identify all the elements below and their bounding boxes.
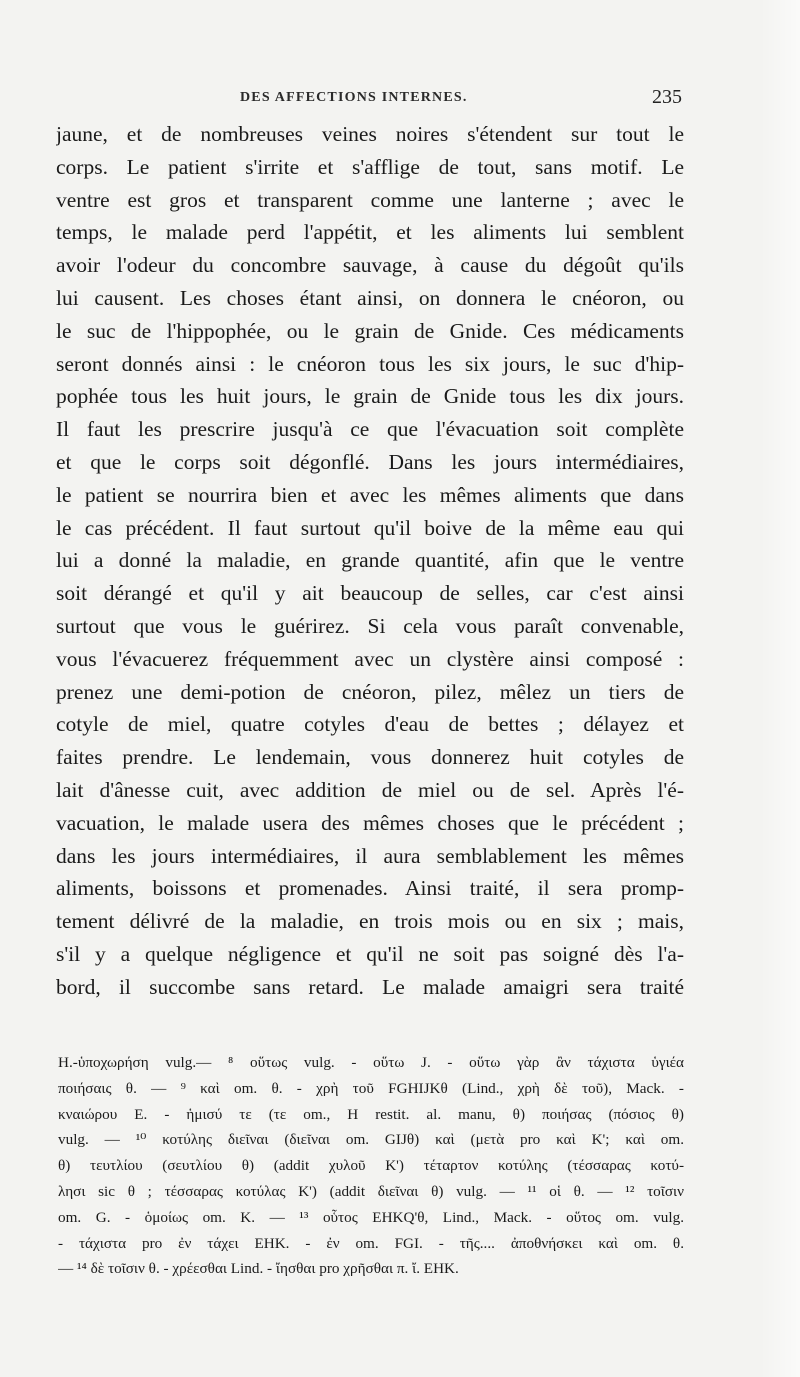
body-line: pophée tous les huit jours, le grain de Gnide tous les dix jours. [56,384,684,409]
body-line: dans les jours intermédiaires, il aura semblablement les mêmes [56,843,684,868]
body-line: ventre est gros et transparent comme une lanterne ; avec le [56,187,684,212]
body-line: bord, il succombe sans retard. Le malade amaigri sera traité [56,974,684,999]
footnotes [58,1050,684,1282]
body-line: le cas précédent. Il faut surtout qu'il boive de la même eau qui [56,515,684,540]
body-line: avoir l'odeur du concombre sauvage, à cause du dégoût qu'ils [56,253,684,278]
body-line: le patient se nourrira bien et avec les mêmes aliments que dans [56,482,684,507]
body-line: vous l'évacuerez fréquemment avec un clystère ainsi composé : [56,646,684,671]
footnote-line: vulg. — ¹⁰ κοτύλης διεῖναι (διεῖναι om. GIJθ) καὶ (μετὰ pro καὶ K'; καὶ om. [58,1131,684,1149]
body-line: corps. Le patient s'irrite et s'afflige de tout, sans motif. Le [56,154,684,179]
body-line: vacuation, le malade usera des mêmes choses que le précédent ; [56,810,684,835]
body-line: soit dérangé et qu'il y ait beaucoup de selles, car c'est ainsi [56,581,684,606]
body-line: lait d'ânesse cuit, avec addition de miel ou de sel. Après l'é- [56,777,684,802]
body-line: jaune, et de nombreuses veines noires s'étendent sur tout le [56,122,684,146]
page-edge-shading [760,0,800,1377]
body-line: et que le corps soit dégonflé. Dans les jours intermédiaires, [56,449,684,474]
footnote-line: λησι sic θ ; τέσσαρας κοτύλας K') (addit διεῖναι θ) vulg. — ¹¹ οἱ θ. — ¹² τοῖσιν [58,1182,684,1200]
body-line: tement délivré de la maladie, en trois mois ou en six ; mais, [56,909,684,934]
body-line: le suc de l'hippophée, ou le grain de Gnide. Ces médicaments [56,318,684,343]
footnote-line: H.-ὑποχωρήση vulg.— ⁸ οὕτως vulg. - οὕτω J. - οὕτω γὰρ ἂν τάχιστα ὑγιέα [58,1054,684,1071]
footnote-line: - τάχιστα pro ἐν τάχει EHK. - ἐν om. FGI. - τῆς.... ἀποθνήσκει καὶ om. θ. [58,1234,684,1252]
footnote-line: κναιώρου E. - ἡμισύ τε (τε om., H restit. al. manu, θ) ποιήσας (πόσιος θ) [58,1105,684,1123]
body-text [56,118,684,1004]
body-line: temps, le malade perd l'appétit, et les aliments lui semblent [56,220,684,245]
footnote-line: — ¹⁴ δὲ τοῖσιν θ. - χρέεσθαι Lind. - ἴησθαι pro χρῆσθαι π. ἴ. EHK. [58,1260,459,1278]
body-line: faites prendre. Le lendemain, vous donnerez huit cotyles de [56,745,684,770]
body-line: surtout que vous le guérirez. Si cela vous paraît convenable, [56,613,684,638]
body-line: cotyle de miel, quatre cotyles d'eau de bettes ; délayez et [56,712,684,737]
body-line: lui a donné la maladie, en grande quantité, afin que le ventre [56,548,684,573]
body-line: Il faut les prescrire jusqu'à ce que l'évacuation soit complète [56,417,684,442]
body-line: lui causent. Les choses étant ainsi, on donnera le cnéoron, ou [56,285,684,310]
body-line: prenez une demi-potion de cnéoron, pilez, mêlez un tiers de [56,679,684,704]
body-line: s'il y a quelque négligence et qu'il ne soit pas soigné dès l'a- [56,941,684,966]
footnote-line: ποιήσαις θ. — ⁹ καὶ om. θ. - χρὴ τοῦ FGHIJKθ (Lind., χρὴ δὲ τοῦ), Mack. - [58,1079,684,1097]
page-number: 235 [652,86,682,108]
body-line: seront donnés ainsi : le cnéoron tous les six jours, le suc d'hip- [56,351,684,376]
body-line: aliments, boissons et promenades. Ainsi traité, il sera promp- [56,876,684,901]
footnote-line: om. G. - ὁμοίως om. K. — ¹³ οὗτος EHKQ'θ, Lind., Mack. - οὕτος om. vulg. [58,1208,684,1226]
footnote-line: θ) τευτλίου (σευτλίου θ) (addit χυλοῦ K') τέταρτον κοτύλης (τέσσαρας κοτύ- [58,1157,684,1175]
running-head: DES AFFECTIONS INTERNES. [240,90,468,105]
